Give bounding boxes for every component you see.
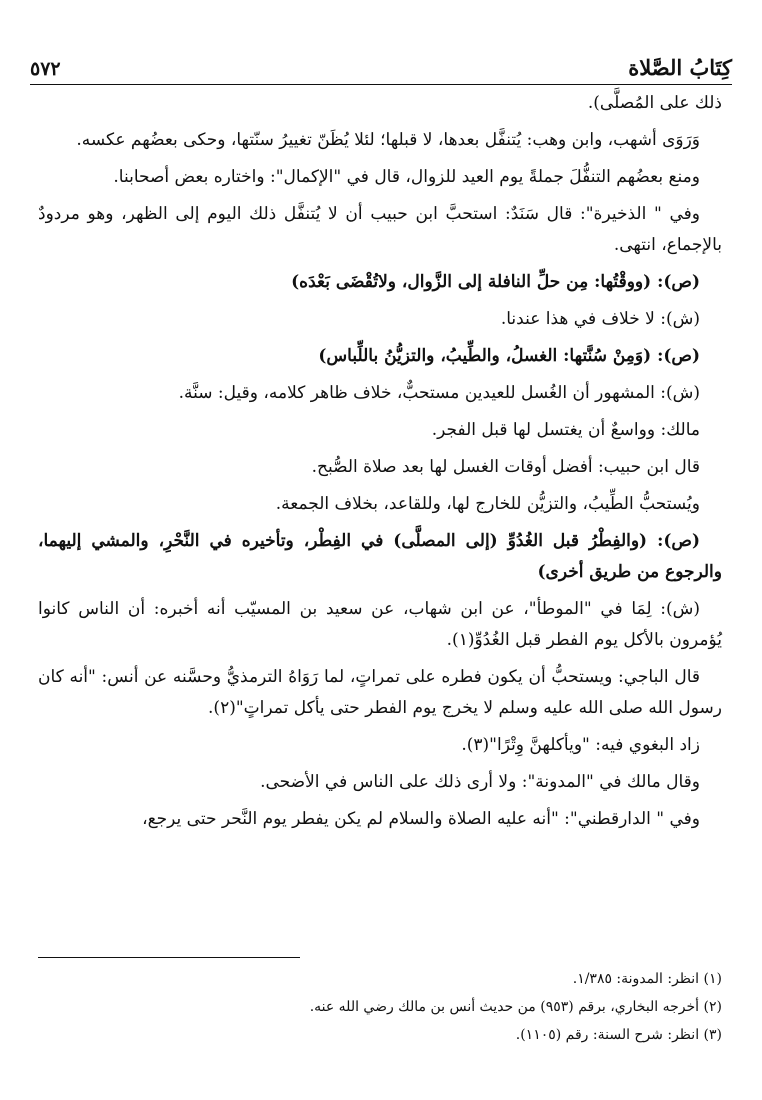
footnote: (١) انظر: المدونة: ١/٣٨٥. — [572, 971, 722, 987]
matn-heading: (ص): (وَمِنْ سُنَّتها: الغسلُ، والطِّيبُ، والتزيُّنُ باللِّباس) — [318, 346, 700, 366]
paragraph: مالك: وواسعٌ أن يغتسل لها قبل الفجر. — [431, 420, 700, 440]
paragraph: (ش): لا خلاف في هذا عندنا. — [500, 309, 700, 329]
paragraph: ذلك على المُصلَّى). — [587, 93, 722, 113]
paragraph: قال ابن حبيب: أفضل أوقات الغسل لها بعد صلاة الصُّبح. — [311, 457, 700, 477]
running-title: كِتَابُ الصَّلاة — [628, 55, 732, 80]
matn-heading: (ص): (والفِطْرُ قبل الغُدُوِّ (إلى المصلَّى) في الفِطْر، وتأخيره في النَّحْرِ، والمشي إليهما، والرجوع من طريق أخرى) — [38, 531, 722, 582]
paragraph: وقال مالك في "المدونة": ولا أرى ذلك على الناس في الأضحى. — [260, 772, 700, 792]
page-header — [30, 40, 732, 80]
footnotes — [38, 965, 722, 1049]
footnote: (٢) أخرجه البخاري، برقم (٩٥٣) من حديث أنس بن مالك رضي الله عنه. — [309, 999, 722, 1015]
paragraph: وفي " الذخيرة": قال سَنَدٌ: استحبَّ ابن حبيب أن لا يُتنفَّل ذلك اليوم إلى الظهر، وهو مردودٌ بالإجماع، انتهى. — [38, 204, 722, 255]
paragraph: (ش): المشهور أن الغُسل للعيدين مستحبٌّ، خلاف ظاهر كلامه، وقيل: سنَّة. — [178, 383, 700, 403]
paragraph: وفي " الدارقطني": "أنه عليه الصلاة والسلام لم يكن يفطر يوم النَّحر حتى يرجع، — [142, 809, 700, 829]
main-text — [38, 88, 722, 841]
paragraph: (ش): لِمَا في "الموطأ"، عن ابن شهاب، عن سعيد بن المسيّب أنه أخبره: أن الناس كانوا يُؤمرون بالأكل يوم الفطر قبل الغُدُوِّ(١). — [38, 599, 722, 650]
header-rule — [30, 84, 732, 85]
paragraph: ومنع بعضُهم التنفُّلَ جملةً يوم العيد للزوال، قال في "الإكمال": واختاره بعض أصحابنا. — [113, 167, 700, 187]
paragraph: قال الباجي: ويستحبُّ أن يكون فطره على تمراتٍ، لما رَوَاهُ الترمذيُّ وحسَّنه عن أنس: "أنه كان رسول الله صلى الله عليه وسلم لا يخرج يوم الفطر حتى يأكل تمراتٍ"(٢). — [38, 667, 722, 718]
paragraph: ويُستحبُّ الطِّيبُ، والتزيُّن للخارج لها، وللقاعد، بخلاف الجمعة. — [275, 494, 700, 514]
page-number: ٥٧٢ — [30, 58, 61, 80]
footnote: (٣) انظر: شرح السنة: رقم (١١٠٥). — [515, 1027, 722, 1043]
footnote-rule — [38, 957, 300, 958]
matn-heading: (ص): (ووقْتُها: مِن حلِّ النافلة إلى الزَّوال، ولاتُقْضَى بَعْدَه) — [291, 272, 700, 292]
paragraph: زاد البغوي فيه: "ويأكلهنَّ وِتْرًا"(٣). — [461, 735, 700, 755]
paragraph: وَرَوَى أشهب، وابن وهب: يُتنفَّل بعدها، لا قبلها؛ لئلا يُظَنّ تغييرُ سنّتها، وحكى بعضُهم عكسه. — [76, 130, 700, 150]
